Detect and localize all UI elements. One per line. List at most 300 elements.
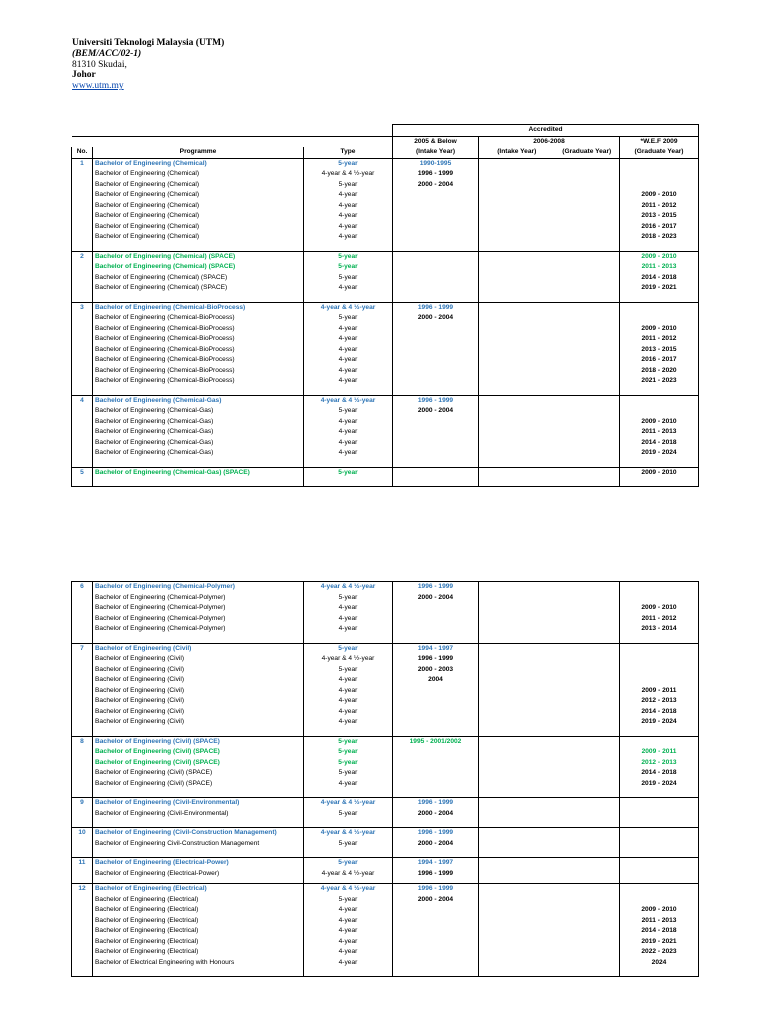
row-number [72,809,93,820]
grad-2006-cell [555,262,620,273]
accredited-header: Accredited [393,125,699,137]
row-number [72,937,93,948]
programme-cell: Bachelor of Engineering (Electrical) [93,905,304,916]
grad-2006-cell [555,905,620,916]
row-number [72,169,93,180]
type-cell: 4-year [304,190,393,201]
grad-2006-cell [555,614,620,625]
intake-2005-cell [393,926,479,937]
wef-2009-cell: 2009 - 2011 [620,747,699,758]
row-number [72,355,93,366]
intake-2005-cell: 2000 - 2004 [393,895,479,906]
grad-2006-cell [555,686,620,697]
intake-2005-cell [393,905,479,916]
grad-2006-cell [555,828,620,839]
table-row [72,366,699,377]
programme-cell: Bachelor of Engineering (Chemical-Gas) [93,427,304,438]
group-spacer [72,789,699,798]
table-row [72,334,699,345]
wef-2009-cell: 2019 - 2024 [620,717,699,728]
group-spacer [72,728,699,737]
group-spacer [72,968,699,977]
wef-2009-cell [620,406,699,417]
intake-2005-cell: 2000 - 2004 [393,406,479,417]
intake-2006-cell [479,313,555,324]
programme-cell: Bachelor of Engineering (Chemical) [93,232,304,243]
row-number [72,603,93,614]
grad-2006-cell [555,603,620,614]
type-cell: 4-year [304,427,393,438]
document-header [72,38,224,92]
grad-2006-cell [555,858,620,869]
type-cell: 4-year [304,324,393,335]
programme-cell: Bachelor of Engineering (Chemical-Polymer) [93,603,304,614]
table-row [72,211,699,222]
intake-2006-cell [479,467,555,478]
intake-2005-cell [393,758,479,769]
col-2006-header: 2006-2008 [479,136,620,147]
row-number [72,958,93,969]
grad-2006-cell [555,169,620,180]
grad-2006-cell [555,779,620,790]
intake-2006-cell [479,696,555,707]
intake-2005-cell [393,345,479,356]
type-cell: 4-year [304,283,393,294]
intake-2006-cell [479,180,555,191]
row-number [72,324,93,335]
grad-2006-cell [555,937,620,948]
grad-2006-cell [555,395,620,406]
programme-cell: Bachelor of Engineering (Electrical) [93,895,304,906]
group-spacer [72,635,699,644]
type-cell: 4-year & 4 ½-year [304,828,393,839]
type-cell: 4-year [304,355,393,366]
intake-2006-cell [479,448,555,459]
row-number: 12 [72,884,93,895]
wef-2009-cell: 2009 - 2010 [620,467,699,478]
row-number [72,717,93,728]
wef-2009-cell: 2019 - 2024 [620,779,699,790]
col-2006-grad: (Graduate Year) [555,147,620,158]
row-number [72,758,93,769]
programme-cell: Bachelor of Engineering (Chemical) [93,169,304,180]
intake-2005-cell: 1994 - 1997 [393,858,479,869]
row-number: 1 [72,158,93,169]
intake-2005-cell [393,251,479,262]
type-cell: 4-year & 4 ½-year [304,395,393,406]
wef-2009-cell: 2011 - 2012 [620,201,699,212]
intake-2005-cell [393,467,479,478]
table-row [72,251,699,262]
intake-2006-cell [479,839,555,850]
table-row [72,273,699,284]
intake-2006-cell [479,169,555,180]
table-row [72,614,699,625]
intake-2006-cell [479,355,555,366]
group-spacer [72,819,699,828]
intake-2006-cell [479,366,555,377]
row-number [72,417,93,428]
type-cell: 5-year [304,406,393,417]
table-row [72,717,699,728]
col-2006-intake: (Intake Year) [479,147,555,158]
row-number: 9 [72,798,93,809]
wef-2009-cell [620,180,699,191]
programme-cell: Bachelor of Engineering (Chemical-Gas) [93,406,304,417]
group-spacer [72,459,699,468]
programme-cell: Bachelor of Engineering (Civil) (SPACE) [93,747,304,758]
type-cell: 5-year [304,665,393,676]
wef-2009-cell: 2018 - 2020 [620,366,699,377]
intake-2006-cell [479,895,555,906]
intake-2006-cell [479,438,555,449]
table-row [72,858,699,869]
programme-cell: Bachelor of Engineering (Electrical) [93,884,304,895]
grad-2006-cell [555,467,620,478]
grad-2006-cell [555,768,620,779]
wef-2009-cell: 2018 - 2023 [620,232,699,243]
intake-2006-cell [479,345,555,356]
table-row [72,643,699,654]
table-row [72,438,699,449]
programme-cell: Bachelor of Engineering (Civil) [93,696,304,707]
intake-2005-cell [393,232,479,243]
type-cell: 5-year [304,643,393,654]
wef-2009-cell: 2011 - 2013 [620,916,699,927]
wef-2009-cell: 2012 - 2013 [620,696,699,707]
row-number [72,448,93,459]
programme-cell: Bachelor of Engineering (Chemical) [93,180,304,191]
programme-cell: Bachelor of Engineering (Electrical) [93,916,304,927]
table-row [72,324,699,335]
intake-2006-cell [479,947,555,958]
wef-2009-cell [620,839,699,850]
programme-cell: Bachelor of Engineering (Civil) (SPACE) [93,768,304,779]
intake-2006-cell [479,686,555,697]
table-row [72,302,699,313]
row-number: 7 [72,643,93,654]
intake-2005-cell: 1996 - 1999 [393,869,479,880]
intake-2005-cell [393,937,479,948]
table-row [72,947,699,958]
grad-2006-cell [555,313,620,324]
table-row [72,828,699,839]
type-cell: 4-year [304,905,393,916]
type-cell: 5-year [304,858,393,869]
intake-2006-cell [479,717,555,728]
intake-2006-cell [479,736,555,747]
intake-2006-cell [479,779,555,790]
table-row [72,798,699,809]
intake-2006-cell [479,926,555,937]
intake-2005-cell: 2000 - 2004 [393,593,479,604]
row-number [72,916,93,927]
type-cell: 4-year [304,947,393,958]
programme-cell: Bachelor of Engineering (Chemical-Polymer) [93,624,304,635]
intake-2006-cell [479,222,555,233]
table-row [72,232,699,243]
row-number [72,747,93,758]
intake-2006-cell [479,251,555,262]
programme-cell: Bachelor of Engineering (Chemical-BioProcess) [93,345,304,356]
intake-2005-cell: 2000 - 2004 [393,809,479,820]
intake-2005-cell: 2000 - 2004 [393,839,479,850]
grad-2006-cell [555,707,620,718]
row-number [72,707,93,718]
intake-2005-cell [393,417,479,428]
wef-2009-cell [620,798,699,809]
grad-2006-cell [555,736,620,747]
row-number: 11 [72,858,93,869]
wef-2009-cell: 2021 - 2023 [620,376,699,387]
intake-2006-cell [479,828,555,839]
programme-cell: Bachelor of Engineering (Chemical-Gas) [93,395,304,406]
table-row [72,624,699,635]
intake-2005-cell [393,427,479,438]
table-row [72,675,699,686]
intake-2005-cell [393,696,479,707]
type-cell: 4-year [304,603,393,614]
grad-2006-cell [555,158,620,169]
table-row [72,222,699,233]
grad-2006-cell [555,448,620,459]
intake-2005-cell [393,201,479,212]
type-cell: 4-year [304,717,393,728]
programme-cell: Bachelor of Engineering (Civil-Environmental) [93,798,304,809]
grad-2006-cell [555,211,620,222]
table-row [72,809,699,820]
type-cell: 4-year [304,958,393,969]
table-row [72,768,699,779]
row-number: 8 [72,736,93,747]
row-number [72,438,93,449]
programme-cell: Bachelor of Engineering (Civil) [93,654,304,665]
intake-2005-cell [393,324,479,335]
type-cell: 5-year [304,180,393,191]
wef-2009-cell [620,395,699,406]
grad-2006-cell [555,643,620,654]
intake-2006-cell [479,273,555,284]
type-cell: 4-year [304,438,393,449]
accreditation-table-1 [71,124,699,487]
group-spacer [72,243,699,252]
intake-2006-cell [479,869,555,880]
grad-2006-cell [555,947,620,958]
grad-2006-cell [555,839,620,850]
row-number [72,211,93,222]
row-number: 4 [72,395,93,406]
intake-2006-cell [479,707,555,718]
wef-2009-cell: 2016 - 2017 [620,222,699,233]
grad-2006-cell [555,958,620,969]
intake-2006-cell [479,624,555,635]
grad-2006-cell [555,324,620,335]
programme-cell: Bachelor of Engineering (Civil) [93,686,304,697]
intake-2006-cell [479,747,555,758]
programme-cell: Bachelor of Engineering (Chemical-BioProcess) [93,376,304,387]
intake-2005-cell [393,376,479,387]
table-row [72,190,699,201]
type-cell: 4-year [304,696,393,707]
grad-2006-cell [555,665,620,676]
intake-2006-cell [479,158,555,169]
intake-2005-cell [393,334,479,345]
type-cell: 4-year [304,417,393,428]
intake-2005-cell [393,448,479,459]
intake-2005-cell [393,366,479,377]
type-cell: 4-year [304,686,393,697]
intake-2006-cell [479,654,555,665]
type-cell: 4-year [304,366,393,377]
type-cell: 5-year [304,251,393,262]
row-number [72,273,93,284]
grad-2006-cell [555,798,620,809]
intake-2006-cell [479,283,555,294]
grad-2006-cell [555,895,620,906]
wef-2009-cell: 2013 - 2015 [620,345,699,356]
type-cell: 4-year [304,779,393,790]
programme-cell: Bachelor of Engineering (Chemical-BioProcess) [93,355,304,366]
type-cell: 4-year [304,707,393,718]
programme-cell: Bachelor of Engineering (Civil) [93,717,304,728]
grad-2006-cell [555,675,620,686]
grad-2006-cell [555,232,620,243]
table-row [72,201,699,212]
intake-2005-cell [393,283,479,294]
type-cell: 5-year [304,895,393,906]
programme-cell: Bachelor of Engineering (Civil) (SPACE) [93,779,304,790]
row-number [72,427,93,438]
type-cell: 5-year [304,809,393,820]
table-row [72,696,699,707]
no-header: No. [72,147,93,158]
grad-2006-cell [555,180,620,191]
row-number [72,334,93,345]
grad-2006-cell [555,916,620,927]
wef-2009-cell: 2009 - 2010 [620,417,699,428]
website-link[interactable]: www.utm.my [72,81,124,92]
wef-2009-cell [620,654,699,665]
grad-2006-cell [555,222,620,233]
wef-2009-cell: 2011 - 2013 [620,262,699,273]
table-row [72,582,699,593]
intake-2006-cell [479,417,555,428]
row-number [72,869,93,880]
wef-2009-cell [620,302,699,313]
row-number [72,201,93,212]
wef-2009-cell: 2019 - 2021 [620,937,699,948]
row-number: 10 [72,828,93,839]
table-row [72,895,699,906]
wef-2009-cell [620,884,699,895]
type-cell: 4-year & 4 ½-year [304,582,393,593]
wef-2009-cell: 2012 - 2013 [620,758,699,769]
intake-2005-cell: 1996 - 1999 [393,654,479,665]
table-row [72,654,699,665]
intake-2006-cell [479,884,555,895]
programme-cell: Bachelor of Engineering (Chemical) (SPACE) [93,273,304,284]
wef-2009-cell [620,828,699,839]
table-row [72,169,699,180]
table-row [72,758,699,769]
table-row [72,448,699,459]
type-cell: 5-year [304,736,393,747]
wef-2009-cell [620,858,699,869]
intake-2005-cell [393,190,479,201]
intake-2006-cell [479,262,555,273]
row-number [72,283,93,294]
wef-2009-cell [620,158,699,169]
type-cell: 4-year [304,926,393,937]
programme-cell: Bachelor of Engineering (Civil) [93,665,304,676]
programme-cell: Bachelor of Engineering (Civil) [93,707,304,718]
table-row [72,376,699,387]
wef-2009-cell: 2011 - 2013 [620,427,699,438]
row-number [72,232,93,243]
accreditation-table-2 [71,581,699,977]
intake-2006-cell [479,406,555,417]
intake-2005-cell: 1996 - 1999 [393,798,479,809]
programme-cell: Bachelor of Engineering (Chemical-BioProcess) [93,334,304,345]
programme-cell: Bachelor of Engineering (Chemical-BioProcess) [93,302,304,313]
programme-cell: Bachelor of Engineering (Chemical-Gas) [93,417,304,428]
type-cell: 4-year & 4 ½-year [304,798,393,809]
intake-2006-cell [479,334,555,345]
row-number [72,905,93,916]
address-line: 81310 Skudai, [72,59,127,70]
intake-2006-cell [479,905,555,916]
type-cell: 5-year [304,758,393,769]
intake-2006-cell [479,593,555,604]
intake-2005-cell: 1990-1995 [393,158,479,169]
intake-2005-cell [393,686,479,697]
wef-2009-cell: 2009 - 2011 [620,686,699,697]
intake-2006-cell [479,582,555,593]
row-number [72,665,93,676]
row-number [72,180,93,191]
intake-2005-cell [393,355,479,366]
group-spacer [72,294,699,303]
programme-cell: Bachelor of Engineering (Electrical) [93,937,304,948]
row-number [72,222,93,233]
programme-cell: Bachelor of Engineering (Chemical) [93,158,304,169]
type-cell: 5-year [304,313,393,324]
intake-2005-cell [393,916,479,927]
type-cell: 5-year [304,768,393,779]
row-number [72,768,93,779]
row-number: 5 [72,467,93,478]
row-number: 3 [72,302,93,313]
programme-cell: Bachelor of Engineering (Electrical-Power) [93,858,304,869]
group-spacer [72,387,699,396]
row-number [72,839,93,850]
table-row [72,665,699,676]
wef-2009-cell: 2011 - 2012 [620,334,699,345]
intake-2006-cell [479,675,555,686]
grad-2006-cell [555,190,620,201]
row-number [72,686,93,697]
intake-2005-cell: 1995 - 2001/2002 [393,736,479,747]
type-cell: 4-year [304,201,393,212]
type-cell: 4-year & 4 ½-year [304,869,393,880]
type-cell: 4-year [304,614,393,625]
programme-cell: Bachelor of Electrical Engineering with Honours [93,958,304,969]
table-row [72,603,699,614]
intake-2006-cell [479,376,555,387]
type-cell: 4-year & 4 ½-year [304,302,393,313]
intake-2005-cell: 1994 - 1997 [393,643,479,654]
table-row [72,355,699,366]
